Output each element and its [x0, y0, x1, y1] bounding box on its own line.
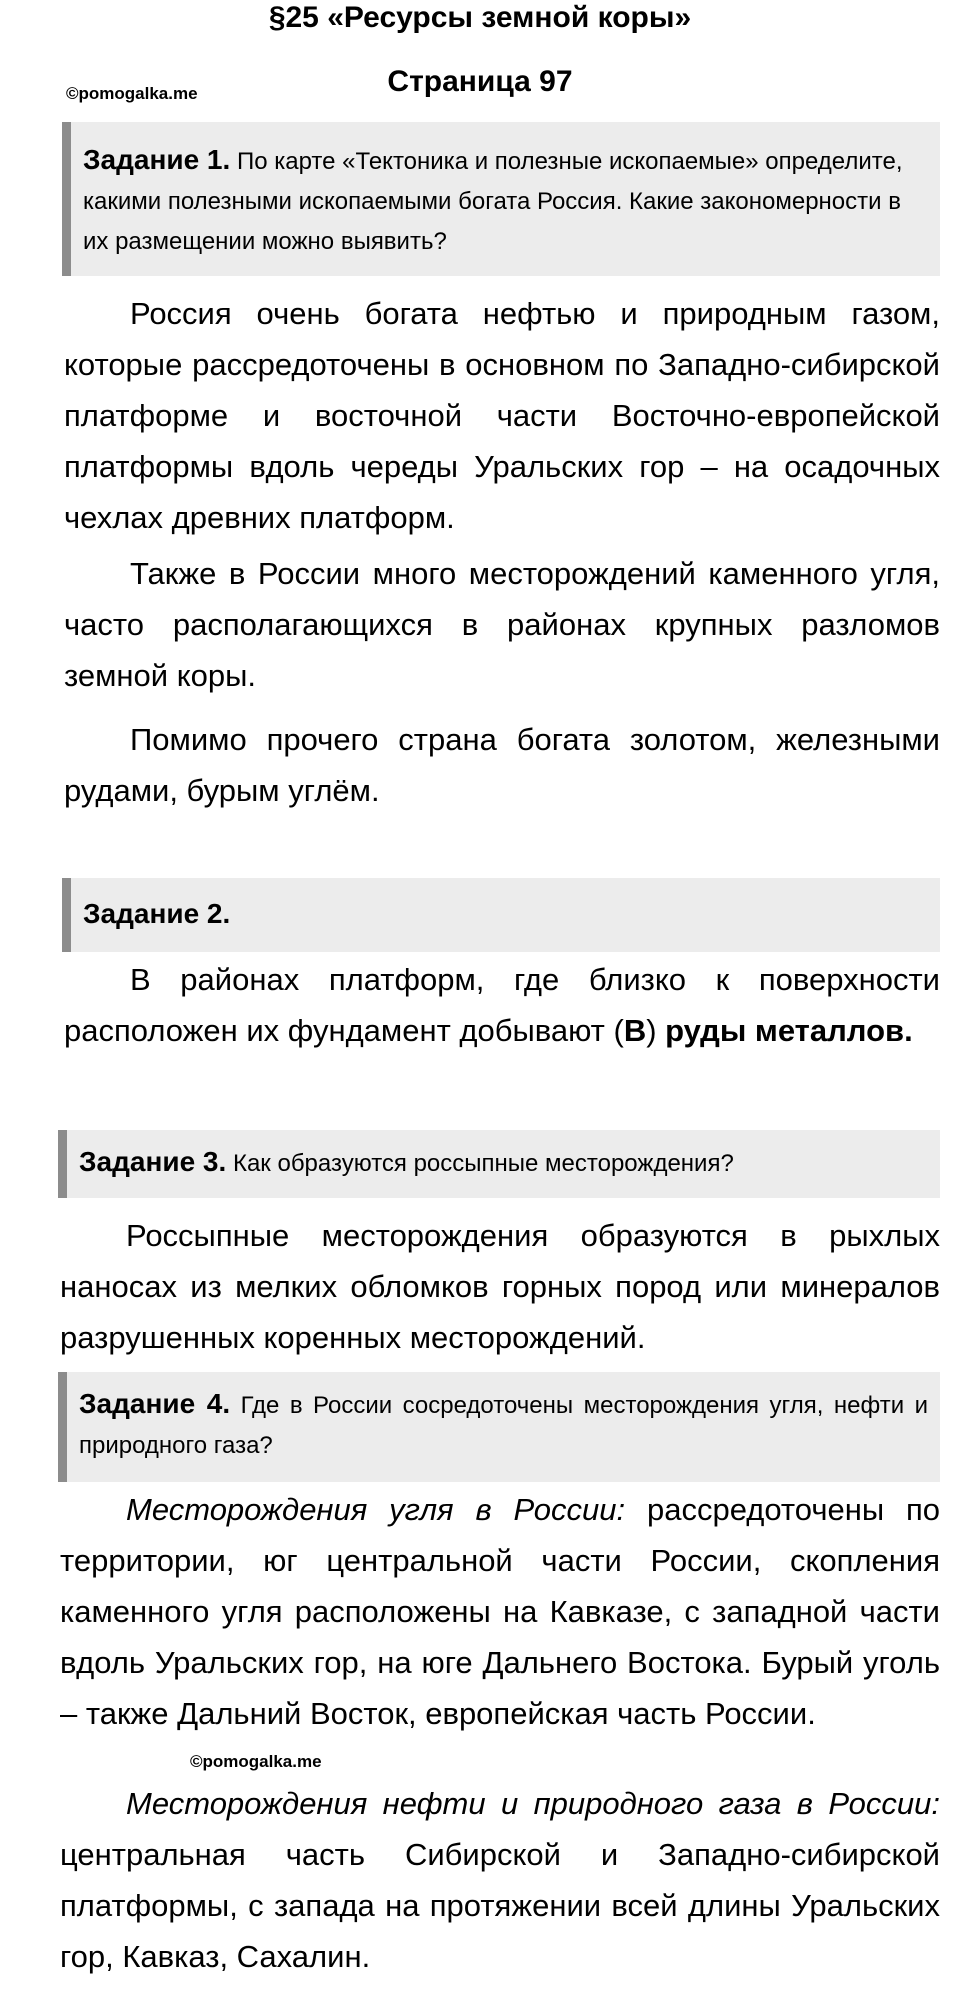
task-1-box [62, 122, 940, 276]
answer-1-paragraph-2: Также в России много месторождений каменного угля, часто располагающихся в районах крупных разломов земной коры. [64, 556, 940, 693]
task-1-text-block [83, 140, 928, 262]
task-3-text-block [79, 1142, 928, 1184]
task-4-text-block [79, 1384, 928, 1466]
answer-2-answer: руды металлов. [665, 1013, 913, 1048]
task-4-label: Задание 4. [79, 1388, 231, 1419]
task-4-box [58, 1372, 940, 1482]
answer-1-paragraph-3: Помимо прочего страна богата золотом, железными рудами, бурым углём. [64, 722, 940, 808]
task-3-box [58, 1130, 940, 1198]
oil-gas-text: центральная часть Сибирской и Западно-сибирской платформы, с запада на протяжении всей длины Уральских гор, Кавказ, Сахалин. [60, 1837, 940, 1974]
answer-3-paragraph: Россыпные месторождения образуются в рыхлых наносах из мелких обломков горных пород или минералов разрушенных коренных месторождений. [60, 1218, 940, 1355]
answer-2-paren: ) [646, 1013, 666, 1048]
task-2-text-block [83, 894, 928, 936]
answer-2-text: В районах платформ, где близко к поверхности расположен их фундамент добывают ( [64, 962, 940, 1048]
answer-4-oil-paragraph [60, 1778, 940, 1982]
task-3-question: Как образуются россыпные месторождения? [232, 1150, 734, 1177]
coal-text: рассредоточены по территории, юг центральной части России, скопления каменного угля расположены на Кавказе, с западной части вдоль Уральских гор, на юге Дальнего Востока. Бурый уголь – также Дальний Восток, европейская часть России. [60, 1492, 940, 1731]
task-2-box [62, 878, 940, 952]
task-1-question: По карте «Тектоника и полезные ископаемые» определите, какими полезными ископаемыми богата Россия. Какие закономерности в их размещении можно выявить? [83, 148, 903, 255]
page-number-heading: Страница 97 [387, 65, 573, 98]
watermark-2: ©pomogalka.me [190, 1752, 322, 1771]
answer-4-coal-paragraph [60, 1484, 940, 1739]
task-4-question: Где в России сосредоточены месторождения угля, нефти и природного газа? [79, 1392, 928, 1459]
task-2-label: Задание 2. [83, 898, 231, 929]
coal-label: Месторождения угля в России: [126, 1492, 626, 1527]
watermark: ©pomogalka.me [66, 84, 198, 103]
task-1-label: Задание 1. [83, 144, 231, 175]
answer-2-paragraph [64, 954, 940, 1056]
answer-2-letter: В [623, 1013, 647, 1048]
oil-gas-label: Месторождения нефти и природного газа в России: [126, 1786, 940, 1821]
answer-1-paragraph-1: Россия очень богата нефтью и природным газом, которые рассредоточены в основном по Западно-сибирской платформе и восточной части Восточно-европейской платформы вдоль череды Уральских гор – на осадочных чехлах древних платформ. [64, 296, 940, 535]
page-title: §25 «Ресурсы земной коры» [268, 1, 692, 34]
task-3-label: Задание 3. [79, 1146, 227, 1177]
